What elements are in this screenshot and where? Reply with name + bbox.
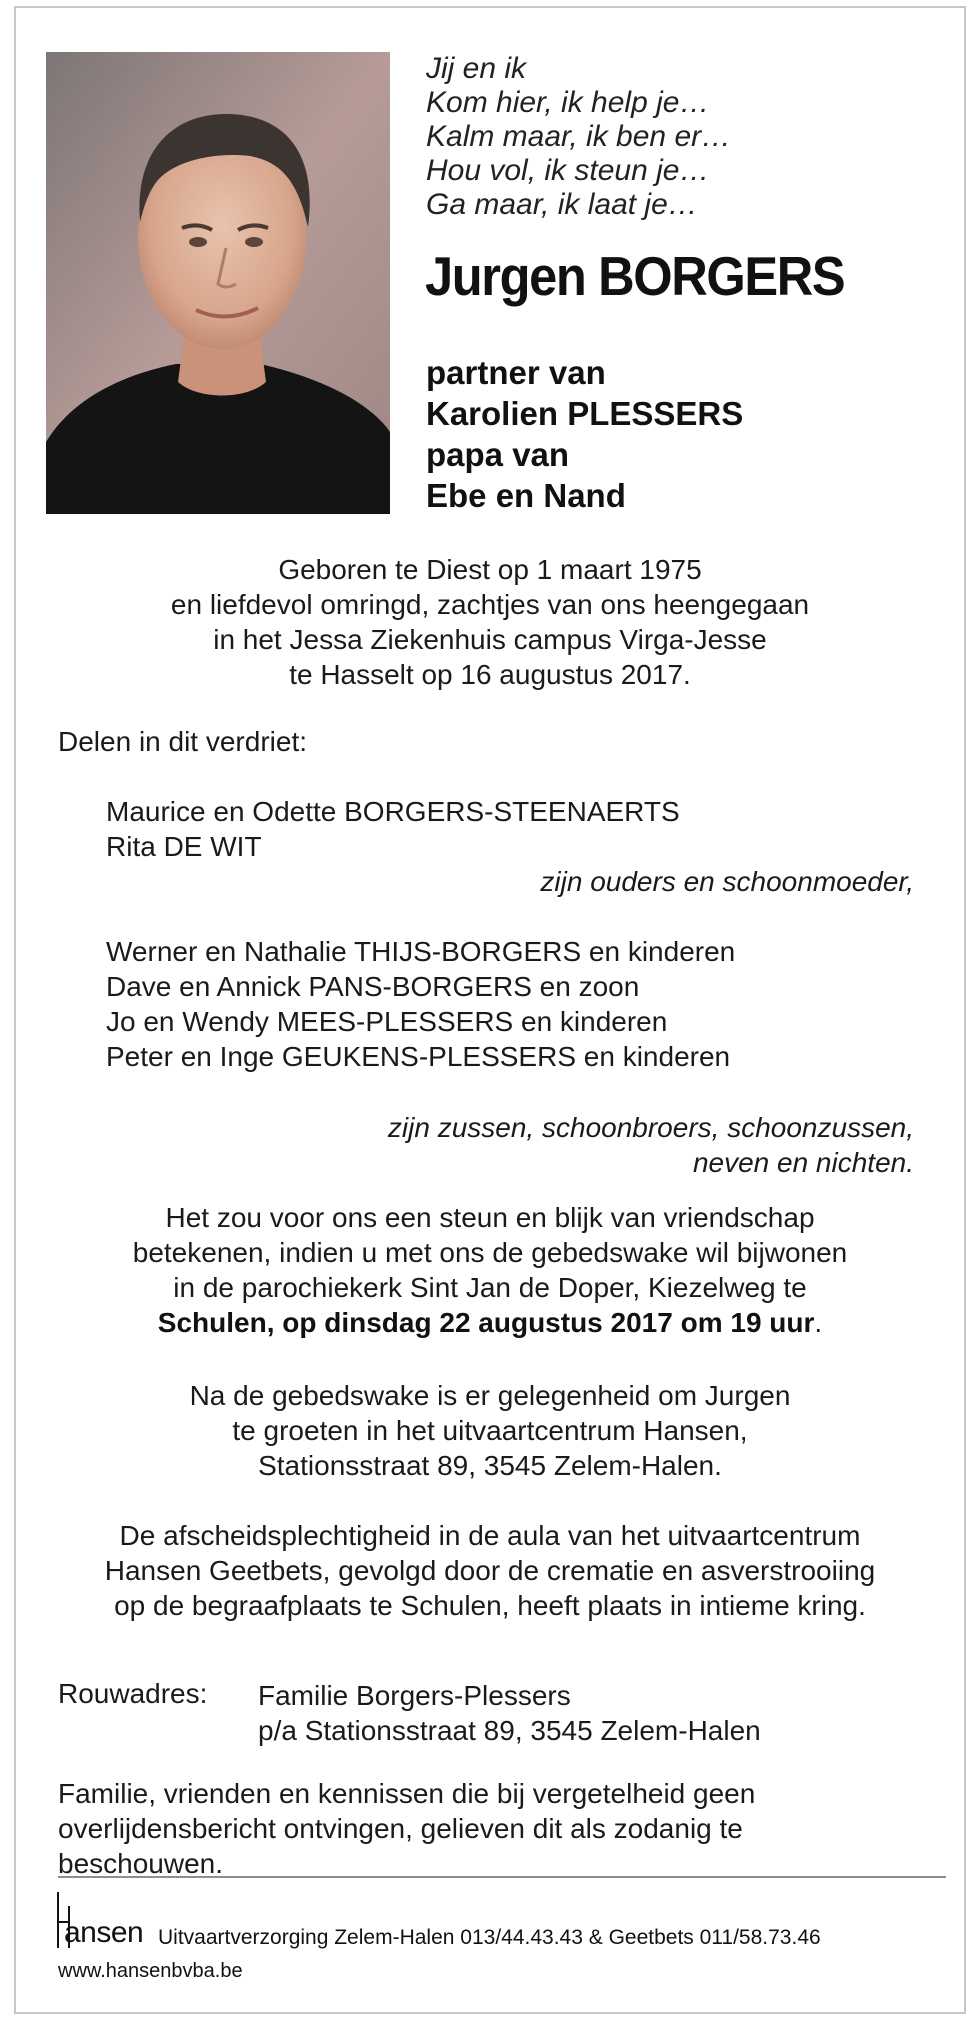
mourning-address-label: Rouwadres: [58, 1678, 208, 1709]
deceased-name: Jurgen BORGERS [425, 245, 845, 307]
poem-line: Jij en ik [426, 52, 527, 85]
poem-line: Kom hier, ik help je… [426, 86, 710, 119]
mourner-line: Peter en Inge GEUKENS-PLESSERS en kinderen [106, 1041, 731, 1072]
mourning-address [258, 1678, 761, 1748]
website-link[interactable]: www.hansenbvba.be [58, 1960, 243, 1982]
caption-line: zijn ouders en schoonmoeder, [540, 866, 914, 897]
mourners-intro: Delen in dit verdriet: [58, 726, 308, 757]
notice-line: overlijdensbericht ontvingen, gelieven dit als zodanig te [58, 1813, 743, 1844]
ceremony-line: op de begraafplaats te Schulen, heeft plaats in intieme kring. [114, 1590, 866, 1621]
mourners-group-parents [106, 794, 680, 864]
notice-line: Familie, vrienden en kennissen die bij vergetelheid geen [58, 1778, 756, 1809]
mourner-line: Werner en Nathalie THIJS-BORGERS en kinderen [106, 936, 736, 967]
greeting-block [0, 1378, 980, 1483]
address-line: p/a Stationsstraat 89, 3545 Zelem-Halen [258, 1715, 761, 1746]
portrait-photo [46, 52, 390, 514]
birth-death-line: Geboren te Diest op 1 maart 1975 [278, 554, 702, 585]
group-caption-parents [540, 864, 914, 899]
poem-line: Ga maar, ik laat je… [426, 188, 698, 221]
relation-line: papa van [426, 436, 570, 473]
vigil-date-line [0, 1305, 980, 1340]
relations [426, 352, 743, 516]
caption-line: neven en nichten. [692, 1147, 914, 1178]
greeting-line: te groeten in het uitvaartcentrum Hansen, [232, 1415, 748, 1446]
group-caption-siblings [388, 1110, 914, 1180]
poem-line: Hou vol, ik steun je… [426, 154, 710, 187]
vigil-block [0, 1200, 980, 1340]
mourner-line: Maurice en Odette BORGERS-STEENAERTS [106, 796, 680, 827]
caption-line: zijn zussen, schoonbroers, schoonzussen, [387, 1112, 914, 1143]
ceremony-line: Hansen Geetbets, gevolgd door de crematie en asverstrooiing [104, 1555, 876, 1586]
birth-death-line: en liefdevol omringd, zachtjes van ons heengegaan [170, 589, 810, 620]
notice-block [58, 1776, 755, 1881]
vigil-line: in de parochiekerk Sint Jan de Doper, Kiezelweg te [173, 1272, 807, 1303]
birth-death-line: te Hasselt op 16 augustus 2017. [289, 659, 691, 690]
vigil-date: Schulen, op dinsdag 22 augustus 2017 om 19 uur [157, 1307, 815, 1338]
funeral-home-contact: Uitvaartverzorging Zelem-Halen 013/44.43.43 & Geetbets 011/58.73.46 [158, 1926, 821, 1949]
ceremony-block [0, 1518, 980, 1623]
poem [426, 52, 731, 222]
notice-line: beschouwen. [58, 1848, 224, 1879]
footer-divider [58, 1876, 946, 1878]
mourner-line: Dave en Annick PANS-BORGERS en zoon [106, 971, 640, 1002]
address-line: Familie Borgers-Plessers [258, 1680, 571, 1711]
mourner-line: Jo en Wendy MEES-PLESSERS en kinderen [106, 1006, 668, 1037]
relation-line: Ebe en Nand [426, 477, 626, 514]
poem-line: Kalm maar, ik ben er… [426, 120, 732, 153]
greeting-line: Stationsstraat 89, 3545 Zelem-Halen. [258, 1450, 722, 1481]
logo-wordmark: ansen [64, 1916, 144, 1949]
ceremony-line: De afscheidsplechtigheid in de aula van het uitvaartcentrum [119, 1520, 861, 1551]
birth-death-block [0, 552, 980, 692]
vigil-line: betekenen, indien u met ons de gebedswake wil bijwonen [132, 1237, 848, 1268]
greeting-line: Na de gebedswake is er gelegenheid om Jurgen [189, 1380, 791, 1411]
vigil-line: Het zou voor ons een steun en blijk van vriendschap [165, 1202, 815, 1233]
vigil-date-suffix: . [814, 1307, 823, 1338]
relation-line: partner van [426, 354, 606, 391]
birth-death-line: in het Jessa Ziekenhuis campus Virga-Jesse [213, 624, 767, 655]
relation-line: Karolien PLESSERS [426, 395, 744, 432]
mourners-group-siblings [106, 934, 735, 1074]
mourner-line: Rita DE WIT [106, 831, 262, 862]
